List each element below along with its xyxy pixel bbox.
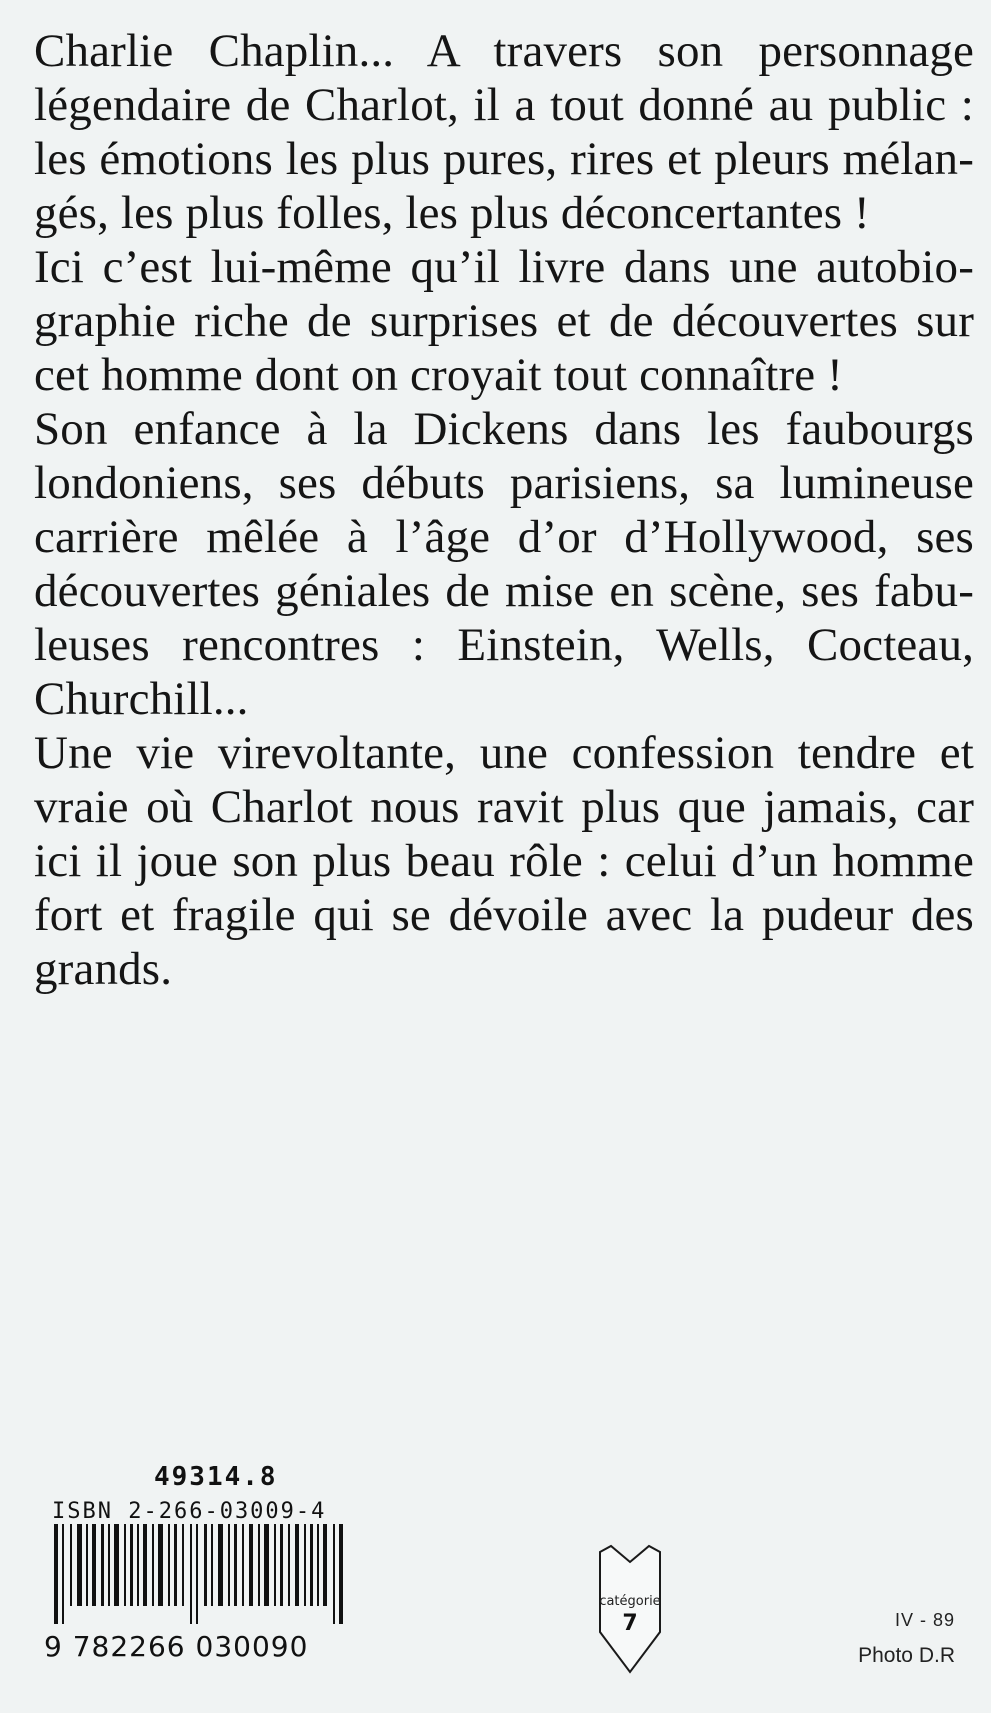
barcode [44, 1524, 356, 1624]
blurb-line: Une vie virevoltante, une confession tendre et [34, 727, 974, 779]
blurb-line: Son enfance à la Dickens dans les faubourgs [34, 403, 974, 455]
blurb-line: grands. [34, 943, 173, 995]
blurb-line: découvertes géniales de mise en scène, ses fabu- [34, 565, 974, 617]
category-badge [597, 1544, 663, 1676]
blurb-line: Churchill... [34, 673, 249, 725]
blurb-line: graphie riche de surprises et de découvertes sur [34, 295, 974, 347]
isbn-label: ISBN 2-266-03009-4 [52, 1499, 327, 1524]
photo-credit: Photo D.R [858, 1644, 955, 1667]
blurb-line: leuses rencontres : Einstein, Wells, Cocteau, [34, 619, 974, 671]
blurb-line: Ici c’est lui-même qu’il livre dans une autobio- [34, 241, 974, 293]
blurb-line: ici il joue son plus beau rôle : celui d’un homme [34, 835, 974, 887]
shield-icon [597, 1544, 663, 1676]
print-info [858, 1608, 955, 1668]
blurb-line: cet homme dont on croyait tout connaître ! [34, 349, 843, 401]
blurb-line: vraie où Charlot nous ravit plus que jamais, car [34, 781, 974, 833]
blurb-line: gés, les plus folles, les plus déconcertantes ! [34, 187, 870, 239]
blurb-line: Charlie Chaplin... A travers son personnage [34, 25, 974, 77]
barcode-number: 9 782266 030090 [44, 1630, 309, 1663]
category-label: catégorie [599, 1594, 661, 1609]
blurb-text [34, 24, 974, 996]
edition-code: IV - 89 [894, 1610, 955, 1630]
category-number: 7 [622, 1611, 638, 1636]
blurb-line: carrière mêlée à l’âge d’or d’Hollywood, ses [34, 511, 974, 563]
blurb-line: fort et fragile qui se dévoile avec la pudeur des [34, 889, 974, 941]
blurb-line: légendaire de Charlot, il a tout donné au public : [34, 79, 974, 131]
barcode-block [44, 1462, 372, 1702]
blurb-line: les émotions les plus pures, rires et pleurs mélan- [34, 133, 974, 185]
catalog-reference: 49314.8 [154, 1462, 278, 1492]
blurb-line: londoniens, ses débuts parisiens, sa lumineuse [34, 457, 974, 509]
